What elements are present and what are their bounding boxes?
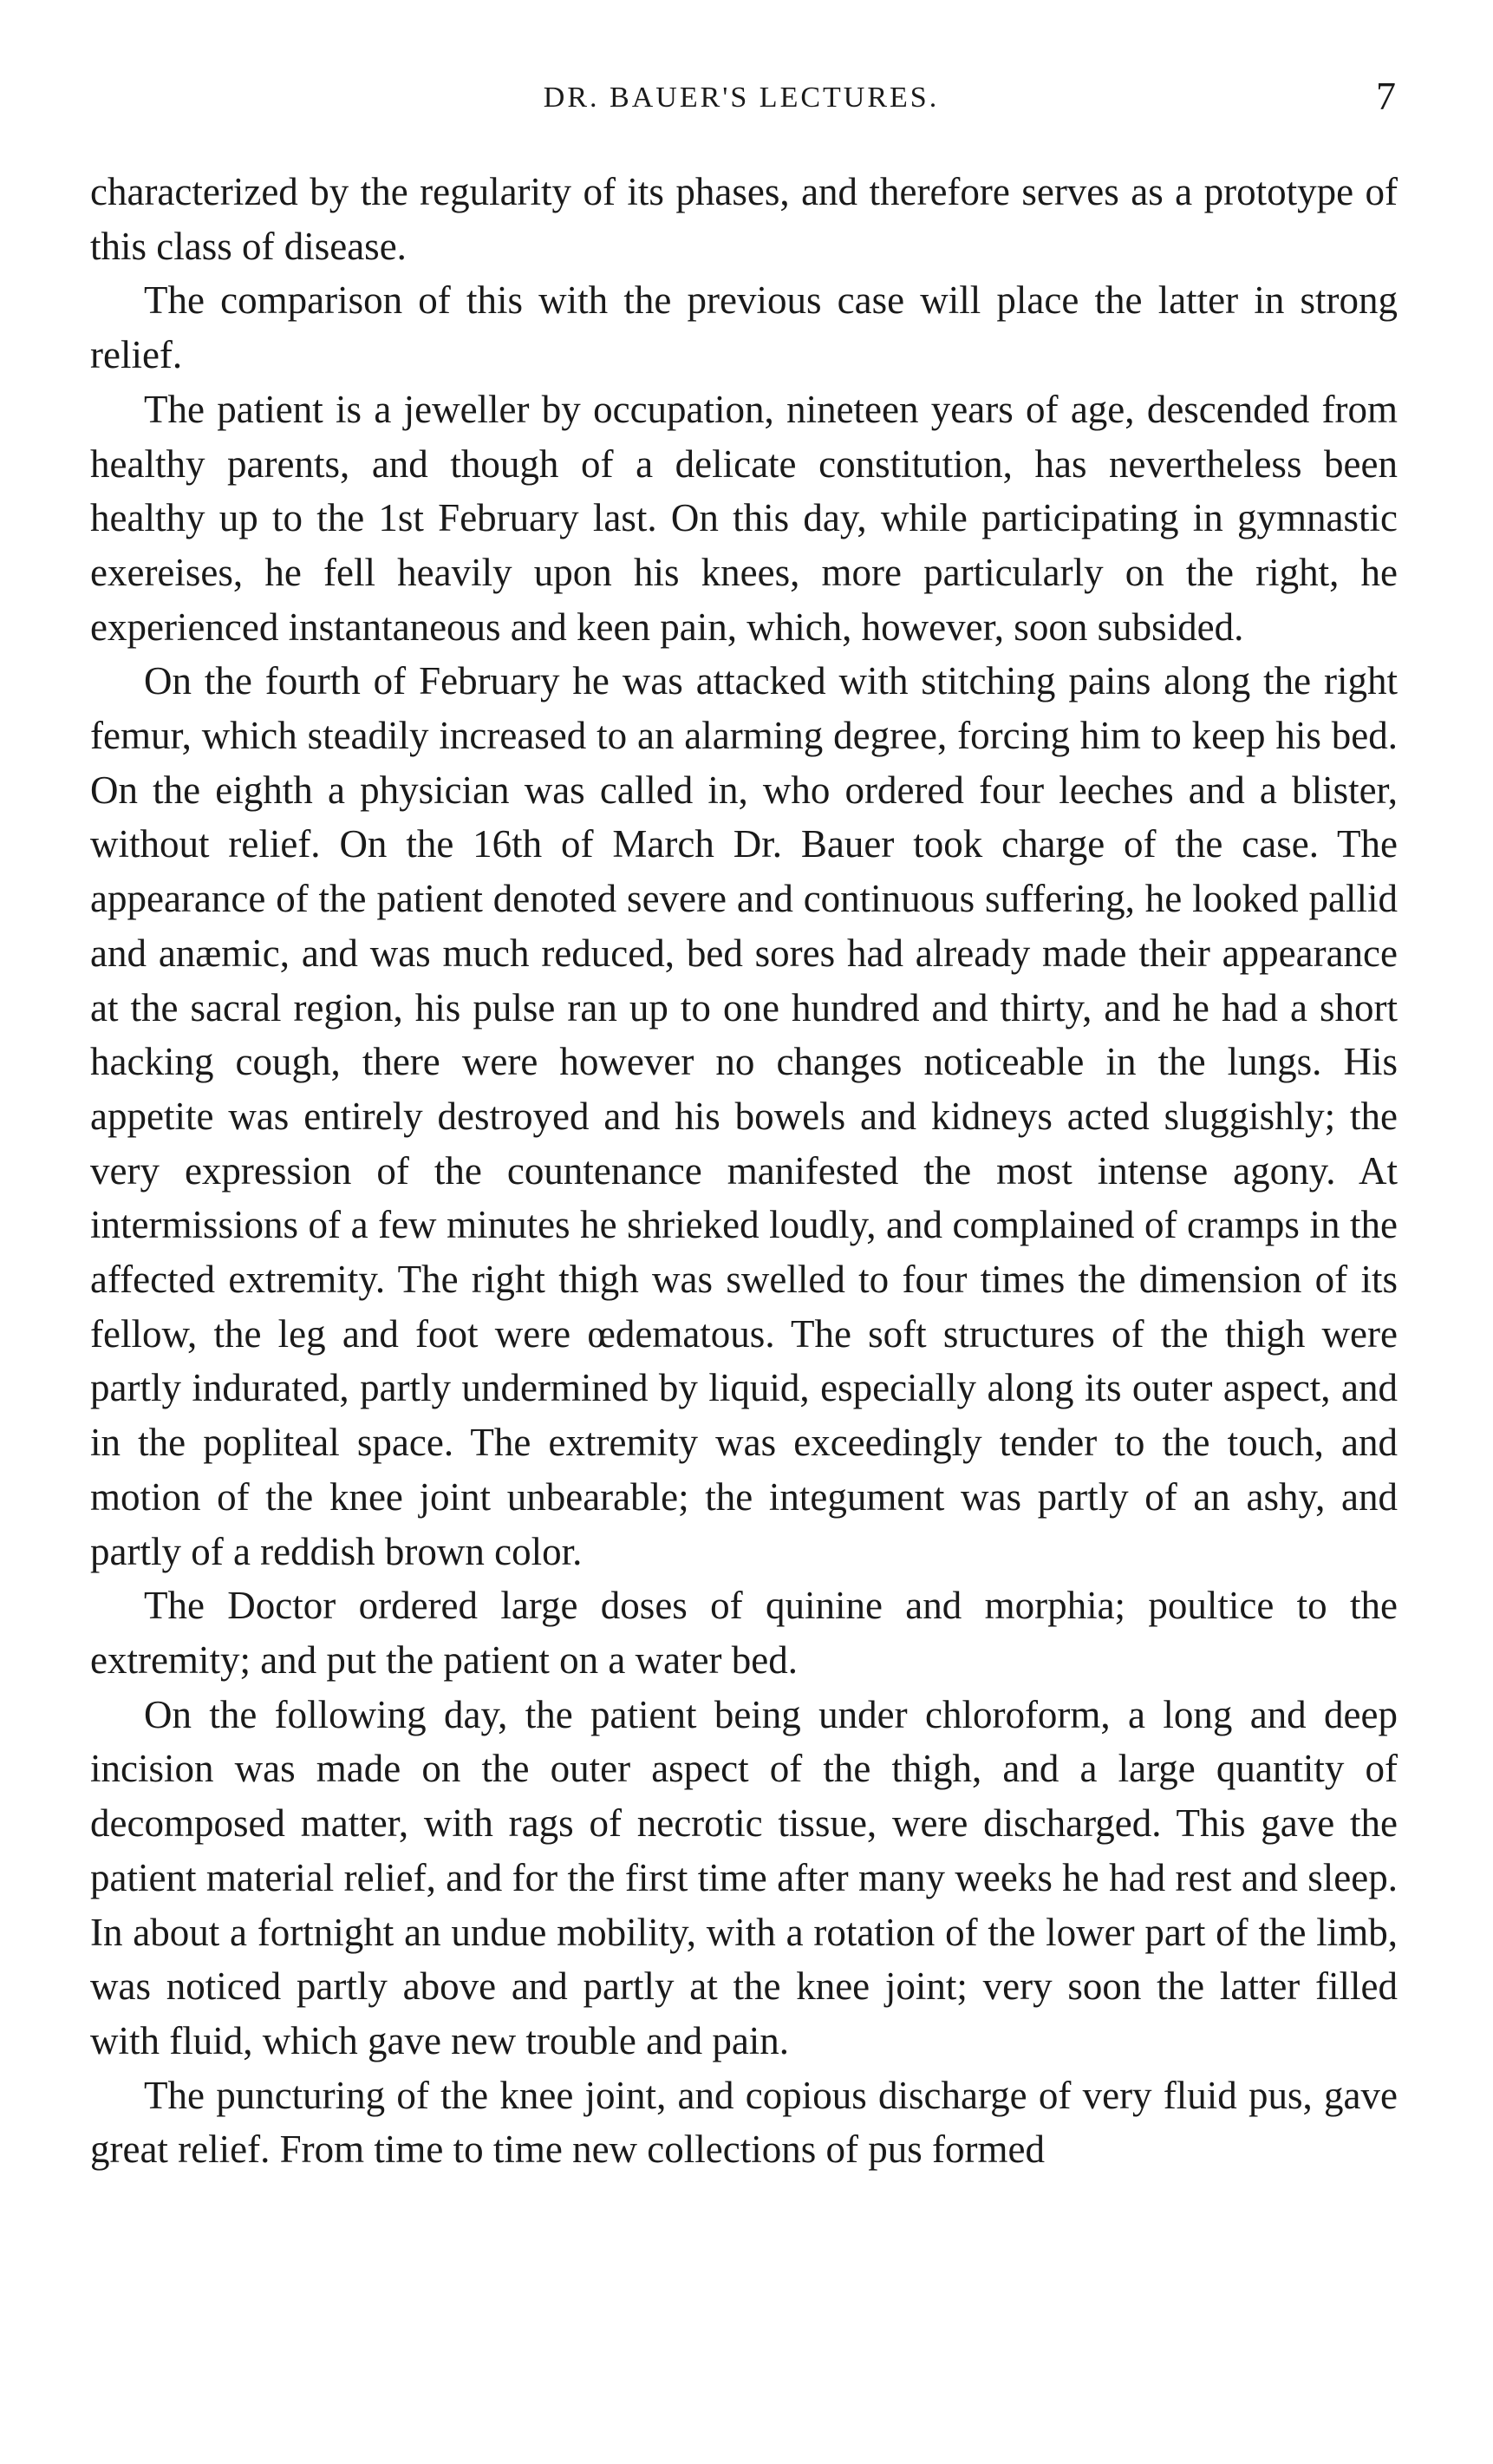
paragraph-4: On the fourth of February he was attacked with stitching pains along the right femur, which steadily increased to an alarming degree, forcing him to keep his bed. On the eighth a physician was called in, who ordered four leeches and a blister, without relief. On the 16th of March Dr. Bauer took charge of the case. The appearance of the patient denoted severe and continuous suffering, he looked pallid and anæmic, and was much reduced, bed sores had already made their appearance at the sacral region, his pulse ran up to one hundred and thirty, and he had a short hacking cough, there were however no changes noticeable in the lungs. His appetite was entirely destroyed and his bowels and kidneys acted sluggishly; the very expression of the countenance manifested the most intense agony. At intermissions of a few minutes he shrieked loudly, and complained of cramps in the affected extremity. The right thigh was swelled to four times the dimension of its fellow, the leg and foot were œdematous. The soft structures of the thigh were partly indurated, partly undermined by liquid, especially along its outer aspect, and in the popliteal space. The extremity was exceedingly tender to the touch, and motion of the knee joint unbearable; the integument was partly of an ashy, and partly of a reddish brown color. bbox=[90, 659, 1398, 1573]
paragraph-1: characterized by the regularity of its phases, and therefore serves as a prototype of this class of disease. bbox=[90, 170, 1398, 268]
paragraph-3: The patient is a jeweller by occupation, nineteen years of age, descended from healthy parents, and though of a delicate constitution, has nevertheless been healthy up to the 1st February last. On this day, while participating in gymnastic exereises, he fell heavily upon his knees, more particularly on the right, he experienced instantaneous and keen pain, which, however, soon subsided. bbox=[90, 387, 1398, 649]
body-text bbox=[90, 165, 1398, 2177]
paragraph-2: The comparison of this with the previous case will place the latter in strong relief. bbox=[90, 278, 1398, 377]
paragraph-5: The Doctor ordered large doses of quinine and morphia; poultice to the extremity; and put the patient on a water bed. bbox=[90, 1584, 1398, 1682]
page-number: 7 bbox=[1376, 74, 1396, 118]
paragraph-6: On the following day, the patient being under chloroform, a long and deep incision was made on the outer aspect of the thigh, and a large quantity of decomposed matter, with rags of necrotic tissue, were discharged. This gave the patient material relief, and for the first time after many weeks he had rest and sleep. In about a fortnight an undue mobility, with a rotation of the lower part of the limb, was noticed partly above and partly at the knee joint; very soon the latter filled with fluid, which gave new trouble and pain. bbox=[90, 1692, 1398, 2062]
running-title: DR. BAUER'S LECTURES. bbox=[543, 82, 940, 114]
paragraph-7: The puncturing of the knee joint, and copious discharge of very fluid pus, gave great relief. From time to time new collections of pus formed bbox=[90, 2073, 1398, 2172]
running-head bbox=[87, 73, 1396, 125]
